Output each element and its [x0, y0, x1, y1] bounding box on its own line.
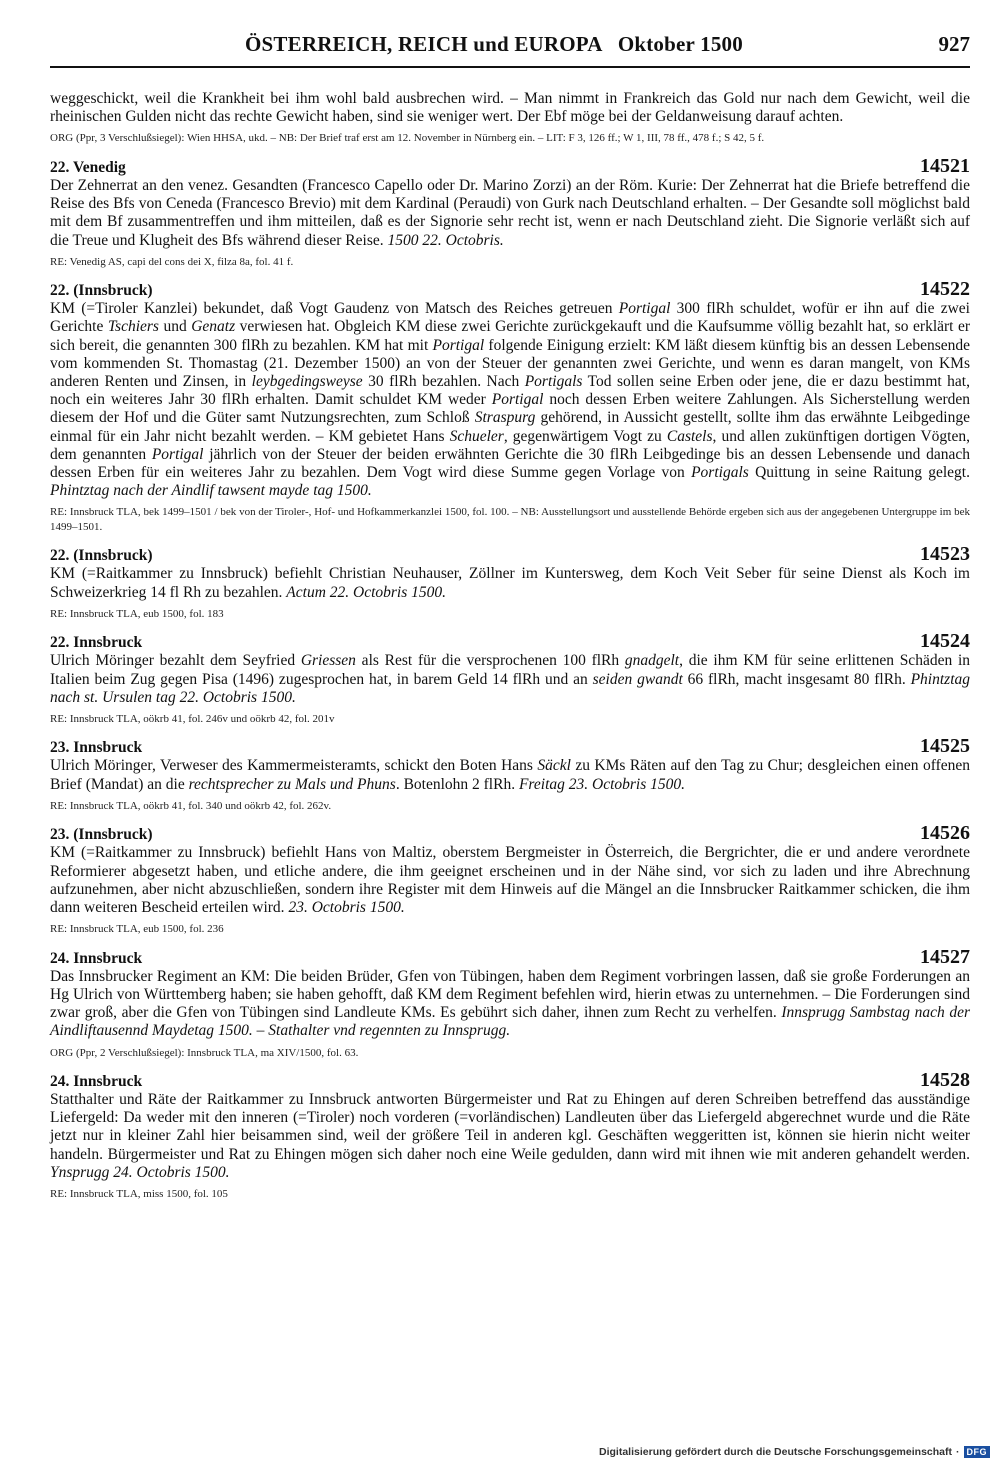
entry-number: 14522: [920, 278, 970, 301]
entry-number: 14524: [920, 630, 970, 653]
entry-heading: [50, 545, 970, 565]
entry-date-place: 22. (Innsbruck): [50, 282, 153, 300]
entry-source: RE: Innsbruck TLA, oökrb 41, fol. 340 und oökrb 42, fol. 262v.: [50, 799, 332, 812]
entry-number: 14526: [920, 822, 970, 845]
entry-date-place: 22. Innsbruck: [50, 634, 143, 652]
entry-text: Statthalter und Räte der Raitkammer zu Innsbruck antworten Bürgermeister und Rat zu Ehingen auf deren Schreiben betreffend das ausständige Liefergeld: Da weder mit den inneren (=Tiroler) noch vorderen (=vorländischen) Landleuten über das Liefergeld abgerechnet wurde und die Räte jetzt nur in kleiner Zahl hier beisammen sind, weil der größere Teil in anderen kgl. Geschäften weggeritten ist, können sie hierin nicht weiter handeln. Bürgermeister und Rat zu Ehingen mögen sich daher noch eine Weile gedulden, dann wird mit ihnen wie mit anderen gehandelt werden. Ynsprugg 24. Octobris 1500.: [50, 1091, 970, 1181]
entry-date-place: 23. (Innsbruck): [50, 826, 153, 844]
entry-source: RE: Innsbruck TLA, eub 1500, fol. 236: [50, 923, 224, 936]
entry: [50, 632, 970, 726]
page-header: [50, 30, 970, 68]
entry-source: RE: Innsbruck TLA, miss 1500, fol. 105: [50, 1188, 228, 1201]
footer-credit: Digitalisierung gefördert durch die Deutsche Forschungsgemeinschaft: [599, 1446, 952, 1458]
continuation-source: ORG (Ppr, 3 Verschlußsiegel): Wien HHSA, ukd. – NB: Der Brief traf erst am 12. November in Nürnberg ein. – LIT: F 3, 126 ff.; W 1, III, 78 ff., 478 f.; S 42, 5 f.: [50, 132, 765, 145]
entry: [50, 154, 970, 269]
entry-heading: [50, 824, 970, 844]
entry-source: RE: Innsbruck TLA, eub 1500, fol. 183: [50, 607, 224, 620]
entry-heading: [50, 632, 970, 652]
entry-source: RE: Innsbruck TLA, bek 1499–1501 / bek von der Tiroler-, Hof- und Hofkammerkanzlei 1500, fol. 100. – NB: Ausstellungsort und ausstellende Behörde ergeben sich aus der angegebenen Untergruppe im bek 1499–1501.: [50, 506, 970, 533]
entry: [50, 1071, 970, 1202]
entry: [50, 737, 970, 813]
entry-heading: [50, 154, 970, 177]
entry-date-place: 22. Venedig: [50, 158, 126, 176]
page-number: 927: [938, 32, 970, 56]
continuation-text: weggeschickt, weil die Krankheit bei ihm wohl bald ausbrechen wird. – Man nimmt in Frankreich das Gold nur nach dem Gewicht, weil die rheinischen Gulden nicht das rechte Gewicht haben, sind sie weniger wert. Der Ebf möge bei der Geldanweisung darauf achten.: [50, 90, 970, 126]
entry: [50, 945, 970, 1060]
entry-heading: [50, 945, 970, 968]
entry-heading: [50, 737, 970, 757]
entry-text: KM (=Tiroler Kanzlei) bekundet, daß Vogt Gaudenz von Matsch des Reiches getreuen Portigal 300 flRh schuldet, wofür er ihn auf die zwei Gerichte Tschiers und Genatz verwiesen hat. Obgleich KM diese zwei Gerichte zurückgekauft und die Kaufsumme völlig bezahlt hat, so erklärt er sich bereit, die genannten 300 flRh zu bezahlen. KM hat mit Portigal folgende Einigung erzielt: KM läßt diesem künftig bis an dessen Lebensende vom kommenden St. Thomastag (21. Dezember 1500) an von der Steuer der genannten zwei Gerichte, und wenn es daran mangelt, von KMs anderen Renten und Zinsen, in leybgedingsweyse 30 flRh bezahlen. Nach Portigals Tod sollen seine Erben oder jene, die er dazu bestimmt hat, noch ein weiteres Jahr 30 flRh erhalten. Damit schuldet KM weder Portigal noch dessen Erben weitere Zahlungen. Als Sicherstellung werden diesem der Hof und die Güter samt Nutzungsrechten, zum Schloß Straspurg gehörend, in Aussicht gestellt, sollte ihm das erwähnte Leibgedinge einmal für ein Jahr nicht bezahlt werden. – KM gebietet Hans Schueler, gegenwärtigem Vogt zu Castels, und allen zukünftigen dortigen Vögten, dem genannten Portigal jährlich von der Steuer der beiden erwähnten Gerichte die 30 flRh Leibgedinge bis an dessen Lebensende und danach dessen Erben für ein weiteres Jahr zu bezahlen. Dem Vogt wird diese Summe gegen Vorlage von Portigals Quittung in seine Raitung gelegt. Phintztag nach der Aindlif tawsent mayde tag 1500.: [50, 300, 971, 500]
entry: [50, 824, 970, 936]
entry-source: RE: Venedig AS, capi del cons dei X, filza 8a, fol. 41 f.: [50, 255, 294, 268]
entry-source: RE: Innsbruck TLA, oökrb 41, fol. 246v und oökrb 42, fol. 201v: [50, 712, 335, 725]
entry-date-place: 24. Innsbruck: [50, 1073, 143, 1090]
entry-number: 14527: [920, 945, 970, 968]
entry-date-place: 22. (Innsbruck): [50, 547, 153, 565]
entry-number: 14528: [920, 1069, 970, 1091]
entry-heading: [50, 1071, 970, 1091]
entry: [50, 280, 970, 534]
running-head: ÖSTERREICH, REICH und EUROPA Oktober 1500: [245, 32, 743, 56]
entry-source: ORG (Ppr, 2 Verschlußsiegel): Innsbruck TLA, ma XIV/1500, fol. 63.: [50, 1046, 359, 1059]
entry-number: 14523: [920, 543, 970, 566]
entry-text: Ulrich Möringer, Verweser des Kammermeisteramts, schickt den Boten Hans Säckl zu KMs Räten auf den Tag zu Chur; desgleichen einen offenen Brief (Mandat) an die rechtsprecher zu Mals und Phuns. Botenlohn 2 flRh. Freitag 23. Octobris 1500.: [50, 757, 970, 793]
page-content: [50, 90, 970, 1202]
entry-text: KM (=Raitkammer zu Innsbruck) befiehlt Christian Neuhauser, Zöllner im Kuntersweg, dem Koch Veit Seber für seine Dienst als Koch im Schweizerkrieg 14 fl Rh zu bezahlen. Actum 22. Octobris 1500.: [50, 565, 970, 601]
entry-text: KM (=Raitkammer zu Innsbruck) befiehlt Hans von Maltiz, oberstem Bergmeister in Österreich, die Bergrichter, die er und andere verordnete Reformierer abgesetzt haben, und etliche andere, die ihm geeignet erscheinen und in der Nähe sind, vor sich zu laden und ihre Abrechnung aufzunehmen, aber nicht abzuschließen, sondern ihre Register mit dem Hinweis auf die Mängel an die Innsbrucker Raitkammer schicken, die ihm dann weiteren Bescheid erteilen wird. 23. Octobris 1500.: [50, 844, 970, 916]
entry-heading: [50, 280, 970, 300]
entry-date-place: 23. Innsbruck: [50, 739, 143, 757]
entry-date-place: 24. Innsbruck: [50, 949, 143, 967]
dfg-logo: DFG: [964, 1446, 991, 1458]
entry-number: 14521: [920, 154, 970, 177]
page-footer: Digitalisierung gefördert durch die Deutsche Forschungsgemeinschaft · DFG: [599, 1446, 990, 1458]
entry-text: Der Zehnerrat an den venez. Gesandten (Francesco Capello oder Dr. Marino Zorzi) an der Röm. Kurie: Der Zehnerrat hat die Briefe betreffend die Reise des Bfs von Ceneda (Francesco Brevio) mit dem Kardinal (Peraudi) von Gurk nach Deutschland erhalten. – Der Gesandte soll möglichst bald mit dem Bf zusammentreffen und ihm mitteilen, daß es der Signorie sehr recht ist, wenn er nach Deutschland zieht. Die Signorie verläßt sich auf die Treue und Klugheit des Bfs während dieser Reise. 1500 22. Octobris.: [50, 176, 970, 249]
entry-number: 14525: [920, 735, 970, 758]
entry-list: [50, 154, 971, 1202]
entry-text: Das Innsbrucker Regiment an KM: Die beiden Brüder, Gfen von Tübingen, haben dem Regiment vorbringen lassen, daß sie große Forderungen an Hg Ulrich von Württemberg haben; sie haben gehofft, daß KM dem Regiment befehlen wird, hierin etwas zu unternehmen. – Die Forderungen sind zwar groß, aber die Gfen von Tübingen sind Landleute KMs. Es gebührt sich daher, ihnen zum Recht zu verhelfen. Innsprugg Sambstag nach der Aindliftausennd Maydetag 1500. – Stathalter vnd regennten zu Innsprugg.: [50, 967, 970, 1040]
entry: [50, 545, 970, 621]
entry-text: Ulrich Möringer bezahlt dem Seyfried Griessen als Rest für die versprochenen 100 flRh gnadgelt, die ihm KM für seine erlittenen Schäden in Italien beim Zug gegen Pisa (1496) zugesprochen hat, in barem Geld 14 flRh und an seiden gwandt 66 flRh, macht insgesamt 80 flRh. Phintztag nach st. Ursulen tag 22. Octobris 1500.: [50, 652, 971, 706]
